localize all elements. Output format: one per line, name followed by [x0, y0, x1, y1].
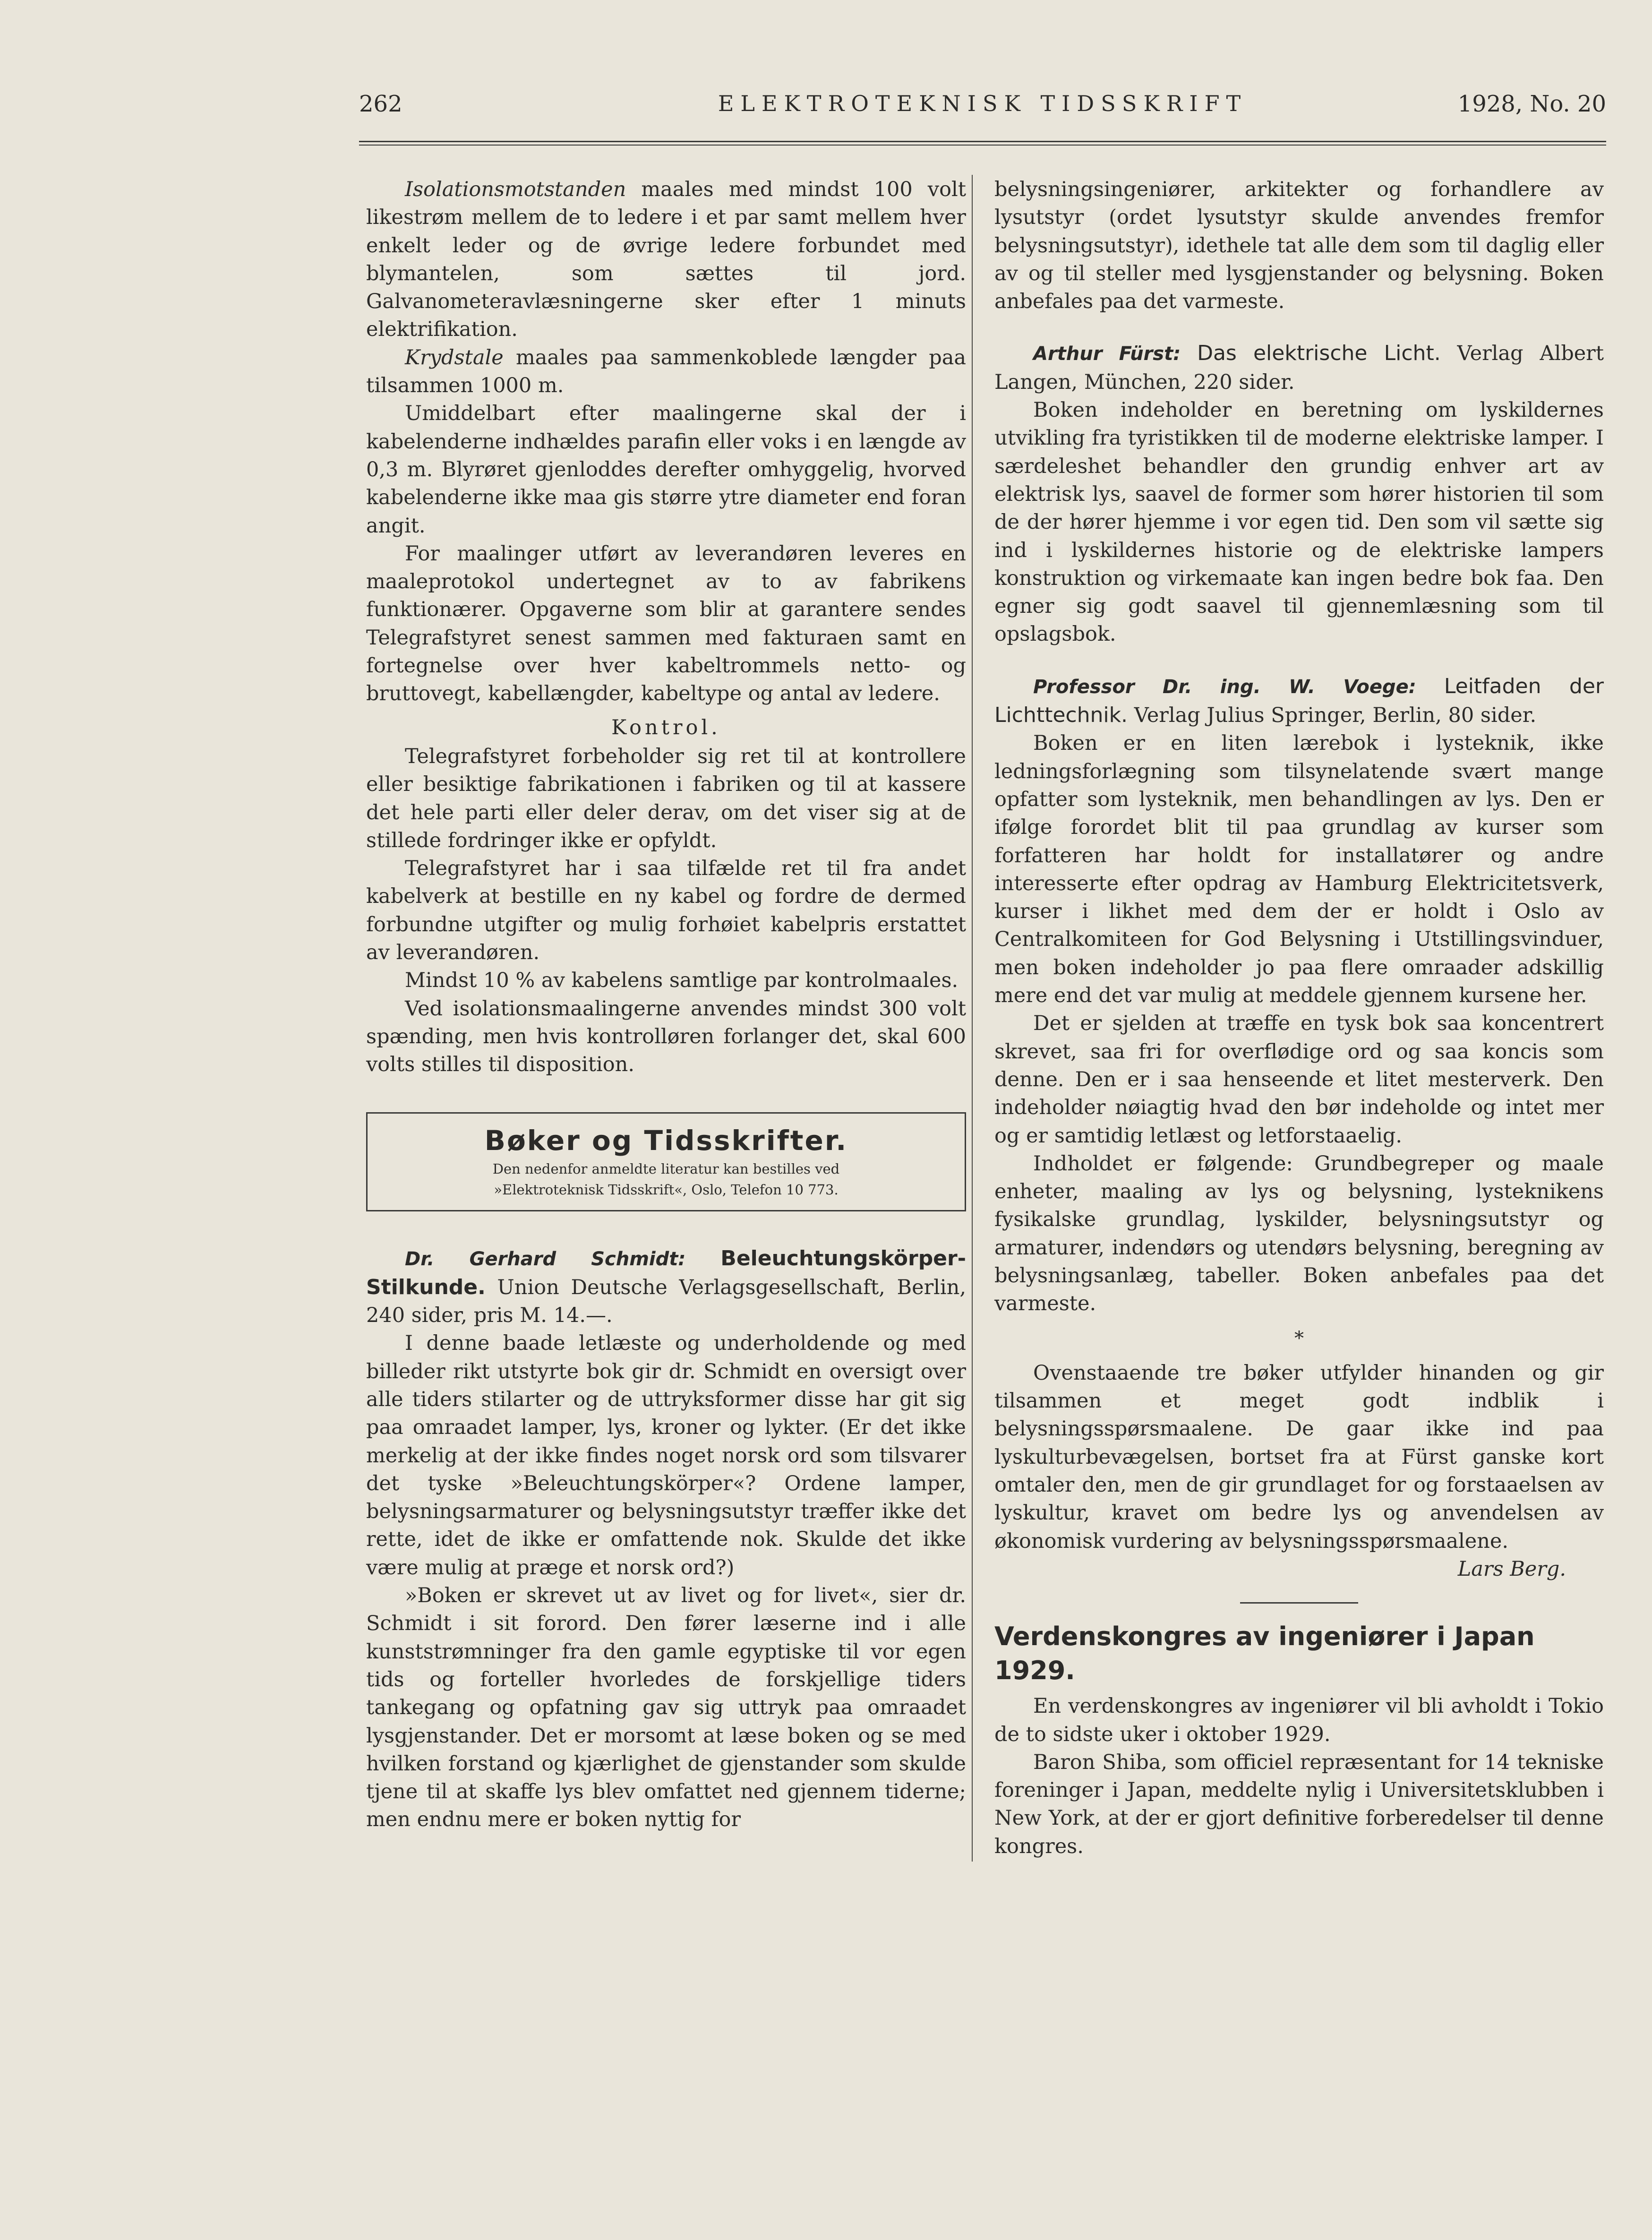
paragraph: Umiddelbart efter maalingerne skal der i kabelenderne indhældes parafin eller voks i en længde av 0,3 m. Blyrøret gjenloddes derefter omhyggelig, hvorved kabelenderne ikke maa gis større ytre diameter end foran angit.: [366, 402, 966, 538]
news-heading: Verdenskongres av ingeniører i Japan 1929.: [994, 1622, 1535, 1686]
paragraph: Det er sjelden at træffe en tysk bok saa koncentrert skrevet, saa fri for overflødige ord og saa koncis som denne. Den er i saa henseende et litet mesterverk. Den indeholder nøiagtig hvad den bør indeholde og intet mer og er samtidig letlæst og letforstaaelig.: [994, 1012, 1604, 1148]
header-rule-secondary: [359, 145, 1606, 146]
review-heading: [366, 1244, 966, 1330]
page-number: 262: [359, 91, 402, 117]
issue-label: 1928, No. 20: [1457, 91, 1606, 117]
term-isolationsmotstanden: Isolationsmotstanden: [405, 178, 626, 201]
column-divider: [972, 175, 973, 1862]
term-krydstale: Krydstale: [405, 345, 504, 369]
section-box-boker: [366, 1112, 966, 1211]
paragraph: For maalinger utført av leverandøren leveres en maaleprotokol undertegnet av to av fabrikens funktionærer. Opgaverne som blir at garantere sendes Telegrafstyret senest sammen med fakturaen samt en fortegnelse over hver kabeltrommels netto- og bruttovegt, kabellængder, kabeltype og antal av ledere.: [366, 541, 966, 706]
paragraph: Telegrafstyret har i saa tilfælde ret til fra andet kabelverk at bestille en ny kabel og fordre de dermed forbundne utgifter og mulig forhøiet kabelpris erstattet av leverandøren.: [366, 857, 966, 965]
review-author: Dr. Gerhard Schmidt:: [405, 1248, 686, 1270]
paragraph: »Boken er skrevet ut av livet og for livet«, sier dr. Schmidt i sit forord. Den fører læserne ind i alle kunststrømninger fra den gamle egyptiske til vor egen tids og forteller hvorledes de forskjellige tiders tankegang og opfatning gav sig uttryk paa omraadet lysgjenstander. Det er morsomt at læse boken og se med hvilken forstand og kjærlighet de gjenstander som skulde tjene til at skaffe lys blev omfattet ned gjennem tiderne; men endnu mere er boken nyttig for: [366, 1584, 966, 1832]
paragraph: Indholdet er følgende: Grundbegreper og maale enheter, maaling av lys og belysning, lysteknikens fysikalske grundlag, lyskilder, belysningsutstyr og armaturer, indendørs og utendørs belysning, beregning av belysningsanlæg, tabeller. Boken anbefales paa det varmeste.: [994, 1151, 1604, 1316]
paragraph: Boken er en liten lærebok i lysteknik, ikke ledningsforlægning som tilsynelatende svært mange opfatter som lysteknik, men behandlingen av lys. Den er ifølge forordet blit til paa grundlag av kurser som forfatteren har holdt for installatører og andre interesserte efter opdrag av Hamburg Elektricitetsverk, kurser i likhet med dem der er holdt i Oslo av Centralkomiteen for God Belysning i Utstillingsvinduer, men boken indeholder jo paa flere omraader adskillig mere end det var mulig at meddele gjennem kursene her.: [994, 731, 1604, 1008]
asterisk-separator: *: [1294, 1327, 1304, 1349]
review-publisher: Verlag Albert Langen, München, 220 sider.: [994, 342, 1604, 394]
signature: Lars Berg.: [1457, 1557, 1566, 1581]
review-book-title: Leitfaden der Lichttechnik.: [994, 674, 1604, 728]
paragraph: Boken indeholder en beretning om lyskildernes utvikling fra tyristikken til de moderne elektriske lamper. I særdeleshet behandler den grundig enhver art av elektrisk lys, saavel de former som hører historien til som de der hører hjemme i vor egen tid. Den som vil sætte sig ind i lyskildernes historie og de elektriske lampers konstruktion og virkemaate kan ingen bedre bok faa. Den egner sig godt saavel til gjennemlæsning som til opslagsbok.: [994, 398, 1604, 646]
section-heading-kontrol: Kontrol.: [611, 715, 721, 739]
review-book-title: Beleuchtungskörper-Stilkunde.: [366, 1246, 966, 1299]
paragraph-isolation: [366, 176, 966, 344]
left-column: [366, 176, 966, 1834]
paragraph: Telegrafstyret forbeholder sig ret til at kontrollere eller besiktige fabrikationen i fabriken og til at kassere det hele parti eller deler derav, om det viser sig at de stillede fordringer ikke er opfyldt.: [366, 744, 966, 852]
running-header: [359, 91, 1606, 124]
header-rule: [359, 141, 1606, 142]
right-column: [994, 176, 1604, 1861]
box-note-line: Den nedenfor anmeldte literatur kan bestilles ved: [492, 1160, 840, 1177]
review-heading: [994, 672, 1604, 730]
paragraph: Ved isolationsmaalingerne anvendes mindst 300 volt spænding, men hvis kontrolløren forlanger det, skal 600 volts stilles til disposition.: [366, 996, 966, 1077]
paragraph-text: maales med mindst 100 volt likestrøm mellem de to ledere i et par samt mellem hver enkelt leder og de øvrige ledere forbundet med blymantelen, som sættes til jord. Galvanometeravlæsningerne sker efter 1 minuts elektrifikation.: [366, 178, 966, 342]
paragraph-text: maales paa sammenkoblede længder paa tilsammen 1000 m.: [366, 345, 966, 398]
review-author: Professor Dr. ing. W. Voege:: [1033, 676, 1416, 698]
paragraph: Baron Shiba, som officiel repræsentant for 14 tekniske foreninger i Japan, meddelte nylig i Universitetsklubben i New York, at der er gjort definitive forberedelser til denne kongres.: [994, 1750, 1604, 1858]
paragraph: En verdenskongres av ingeniører vil bli avholdt i Tokio de to sidste uker i oktober 1929.: [994, 1694, 1604, 1746]
paragraph: Ovenstaaende tre bøker utfylder hinanden og gir tilsammen et meget godt indblik i belysningsspørsmaalene. De gaar ikke ind paa lyskulturbevægelsen, bortset fra at Fürst ganske kort omtaler den, men de gir grundlaget for og forstaaelsen av lyskultur, kravet om bedre lys og anvendelsen av økonomisk vurdering av belysningsspørsmaalene.: [994, 1361, 1604, 1553]
paragraph: Mindst 10 % av kabelens samtlige par kontrolmaales.: [405, 969, 959, 993]
section-title: Bøker og Tidsskrifter.: [484, 1124, 848, 1157]
review-heading: [994, 339, 1604, 396]
review-book-title: Das elektrische Licht.: [1197, 341, 1441, 366]
review-author: Arthur Fürst:: [1033, 343, 1181, 365]
paragraph: I denne baade letlæste og underholdende og med billeder rikt utstyrte bok gir dr. Schmidt en oversigt over alle tiders stilarter og de uttryksformer disse har git sig paa omraadet lamper, lys, kroner og lykter. (Er det ikke merkelig at der ikke findes noget norsk ord som tilsvarer det tyske »Beleuchtungskörper«? Ordene lamper, belysningsarmaturer og belysningsutstyr træffer ikke det rette, idet de ikke er omfattende nok. Skulde det ikke være mulig at præge et norsk ord?): [366, 1331, 966, 1579]
paragraph-krydstale: [366, 344, 966, 400]
review-publisher: Union Deutsche Verlagsgesellschaft, Berlin, 240 sider, pris M. 14.—.: [366, 1275, 966, 1328]
box-note-line: »Elektroteknisk Tidsskrift«, Oslo, Telefon 10 773.: [494, 1181, 839, 1198]
review-publisher: Verlag Julius Springer, Berlin, 80 sider.: [1128, 704, 1537, 728]
journal-title: ELEKTROTEKNISK TIDSSKRIFT: [718, 91, 1248, 116]
paragraph-continued: belysningsingeniører, arkitekter og forhandlere av lysutstyr (ordet lysutstyr skulde anvendes fremfor belysningsutstyr), idethele tat alle dem som til daglig eller av og til steller med lysgjenstander og belysning. Boken anbefales paa det varmeste.: [994, 178, 1604, 314]
section-rule: [1240, 1602, 1358, 1604]
